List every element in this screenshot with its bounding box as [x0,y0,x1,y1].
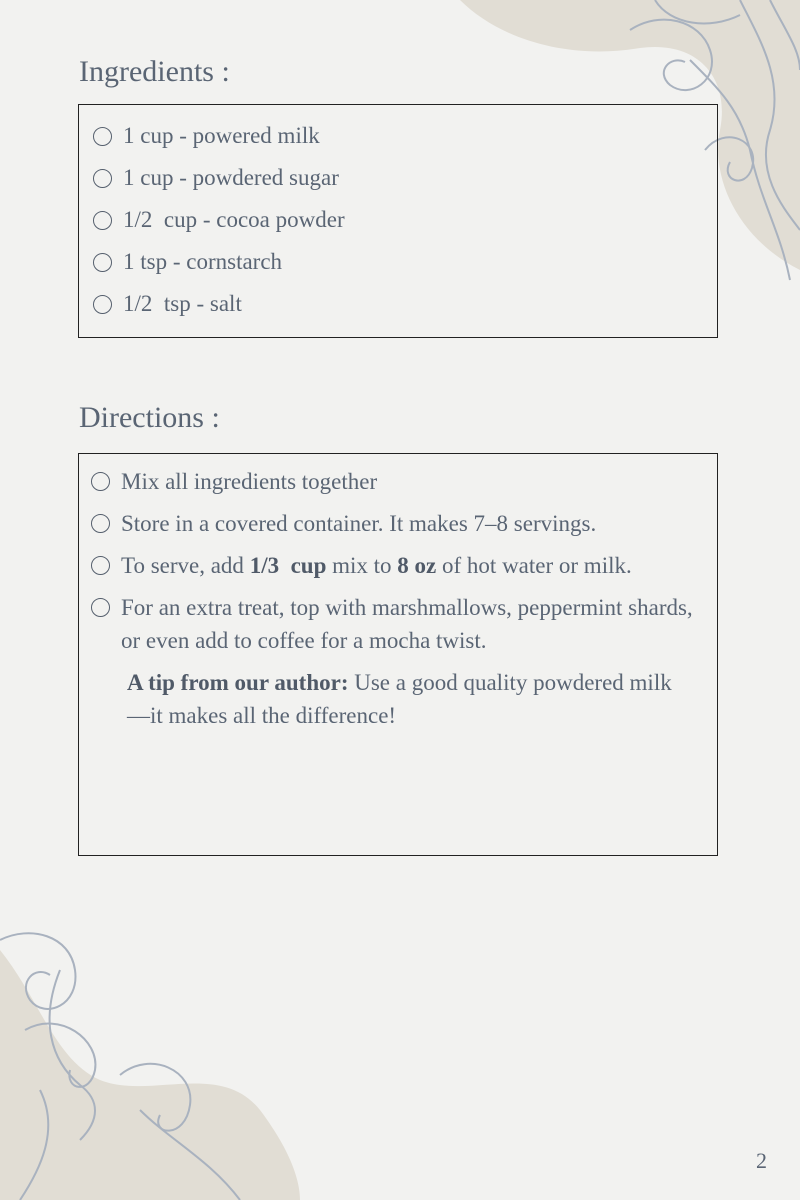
direction-text: For an extra treat, top with marshmallows, peppermint shards, or even add to coffee for a mocha twist. [121,595,699,653]
ingredient-item[interactable] [93,199,717,241]
ingredients-title: Ingredients : [79,55,230,88]
direction-step[interactable] [91,549,717,582]
checkbox-circle-icon[interactable] [91,514,110,533]
ingredient-item[interactable] [93,283,717,325]
swirl-decoration-bottom [0,910,320,1200]
directions-title: Directions : [79,401,220,434]
liquid-volume: 8 oz [397,553,437,578]
ingredient-label: 1 tsp - cornstarch [123,249,283,274]
ingredient-item[interactable] [93,115,717,157]
checkbox-circle-icon[interactable] [93,127,112,146]
direction-text-part: To serve, add [121,553,250,578]
checkbox-circle-icon[interactable] [93,169,112,188]
ingredients-box [78,104,718,338]
direction-text: Mix all ingredients together [121,469,378,494]
direction-step[interactable] [91,591,717,657]
ingredient-label: 1 cup - powered milk [123,123,320,148]
ingredient-label: 1 cup - powdered sugar [123,165,339,190]
beige-blob-bottom [0,950,300,1200]
checkbox-circle-icon[interactable] [93,253,112,272]
serving-amount: 1/3 cup [249,553,327,578]
checkbox-circle-icon[interactable] [91,598,110,617]
direction-text-part: of hot water or milk. [436,553,632,578]
ingredient-item[interactable] [93,241,717,283]
tip-text: Use a good quality powdered milk—it makes all the difference! [127,670,672,728]
checkbox-circle-icon[interactable] [91,472,110,491]
direction-text [121,549,632,582]
direction-step[interactable] [91,507,717,540]
direction-text-part: mix to [326,553,398,578]
tip-label: A tip from our author: [127,670,349,695]
author-tip [127,666,687,732]
page-number: 2 [756,1148,767,1173]
direction-text: Store in a covered container. It makes 7–8 servings. [121,511,597,536]
ingredient-label: 1/2 cup - cocoa powder [123,207,345,232]
ingredient-label: 1/2 tsp - salt [123,291,242,316]
checkbox-circle-icon[interactable] [93,211,112,230]
direction-step[interactable] [91,465,717,498]
ingredient-item[interactable] [93,157,717,199]
directions-box [78,453,718,856]
checkbox-circle-icon[interactable] [91,556,110,575]
checkbox-circle-icon[interactable] [93,295,112,314]
